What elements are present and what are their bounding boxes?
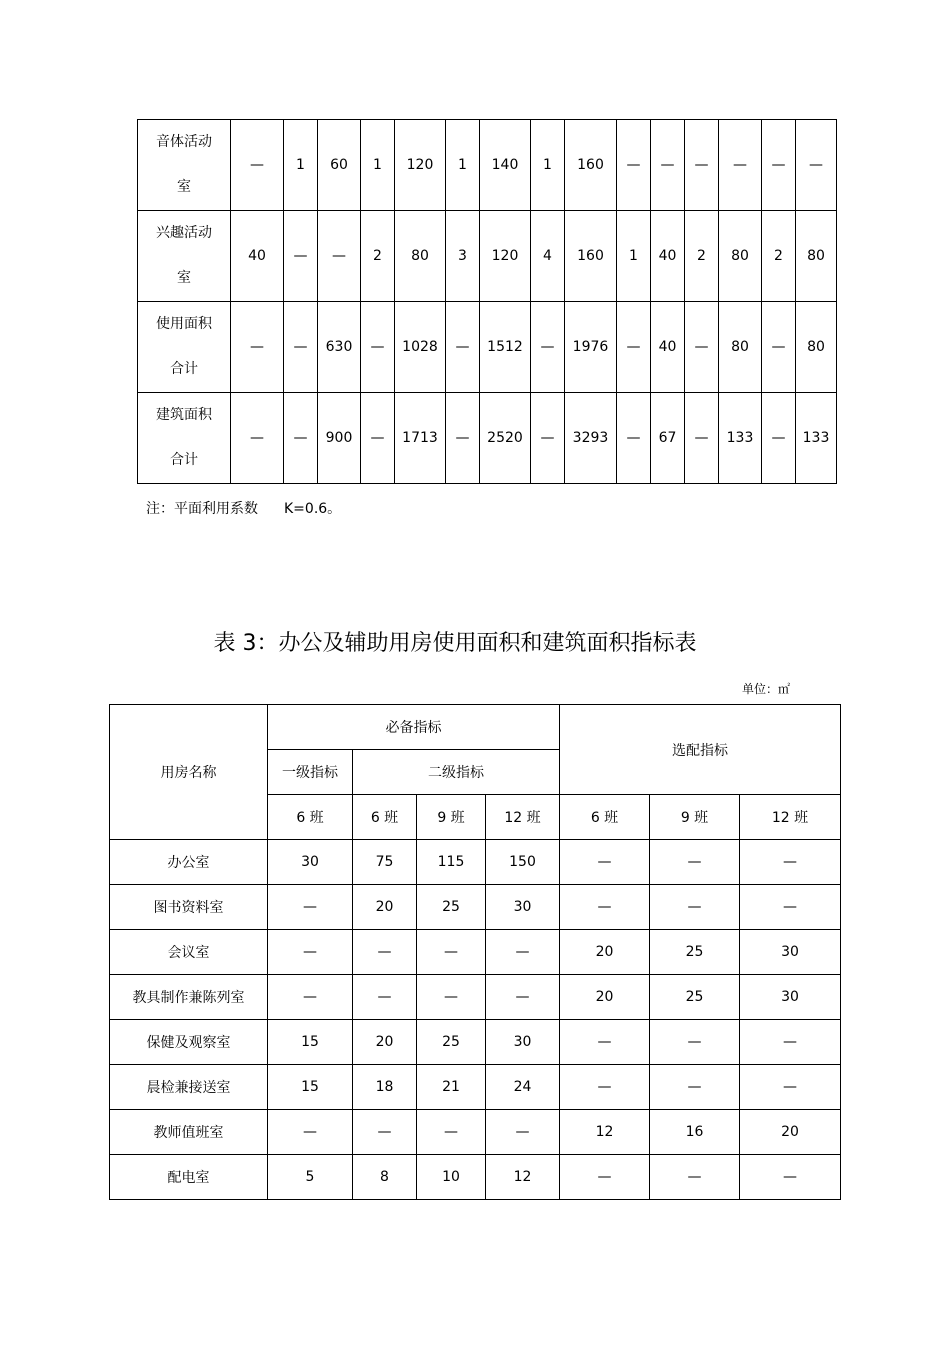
table-cell: 80 [719,211,762,302]
header-required: 必备指标 [268,705,560,750]
table-cell: — [740,840,841,885]
table-cell: — [650,1065,740,1110]
table-cell: 20 [353,1020,417,1065]
row-label: 教具制作兼陈列室 [110,975,268,1020]
table-row [110,1110,841,1155]
row-label-line: 室 [177,179,191,195]
table-cell: — [531,302,565,393]
table-cell: — [650,840,740,885]
table-cell: — [650,1155,740,1200]
table-cell: 40 [231,211,284,302]
table-cell: — [560,840,650,885]
table-cell: 115 [417,840,486,885]
table-cell: — [417,930,486,975]
table-cell: 25 [650,930,740,975]
table-cell: — [740,885,841,930]
table-cell: 630 [318,302,361,393]
table-cell: 12 [486,1155,560,1200]
table-cell: 1 [284,120,318,211]
table-cell: 80 [796,302,837,393]
table-row [138,120,837,211]
table-cell: 3 [446,211,480,302]
table-cell: — [446,393,480,484]
table-cell: 30 [486,885,560,930]
table-cell: 900 [318,393,361,484]
table-cell: 1 [617,211,651,302]
table-cell: — [651,120,685,211]
table-cell: 15 [268,1065,353,1110]
table-note [146,498,341,518]
table-cell: 1 [531,120,565,211]
table-cell: 20 [740,1110,841,1155]
table-cell: 20 [560,975,650,1020]
table-cell: 3293 [565,393,617,484]
table-cell: 25 [650,975,740,1020]
row-label-line: 音体活动 [156,134,212,150]
table-cell: — [268,1110,353,1155]
table-cell: 25 [417,1020,486,1065]
table-row [138,211,837,302]
table-cell: 80 [395,211,446,302]
table-cell: — [268,975,353,1020]
area-table-continued [137,119,837,484]
table-cell: 40 [651,211,685,302]
table-cell: — [531,393,565,484]
table-cell: 160 [565,120,617,211]
note-value: K=0.6。 [284,501,342,517]
table-cell: 21 [417,1065,486,1110]
table-row [110,1065,841,1110]
table-row [110,975,841,1020]
table-cell: 15 [268,1020,353,1065]
table-cell: 120 [395,120,446,211]
table-cell: — [617,120,651,211]
table-cell: 80 [719,302,762,393]
row-label-line: 合计 [170,452,198,468]
table-cell: — [762,393,796,484]
table-cell: 120 [480,211,531,302]
header-class: 6 班 [268,795,353,840]
table-cell: — [231,120,284,211]
table-cell: 67 [651,393,685,484]
header-row-1 [110,705,841,750]
table-cell: 30 [740,975,841,1020]
table-cell: 18 [353,1065,417,1110]
table-cell: — [560,1020,650,1065]
table-cell: 1 [361,120,395,211]
table-cell: — [560,1065,650,1110]
table-cell: — [796,120,837,211]
table-cell: — [486,975,560,1020]
note-prefix: 注：平面利用系数 [146,501,258,517]
table-cell: 30 [486,1020,560,1065]
table-cell: — [486,1110,560,1155]
table-cell: 2520 [480,393,531,484]
table-cell: — [486,930,560,975]
table-cell: 60 [318,120,361,211]
table-cell: — [361,302,395,393]
table-cell: — [353,975,417,1020]
table-cell: 25 [417,885,486,930]
table-row [110,840,841,885]
table-cell: 2 [685,211,719,302]
table-cell: — [417,975,486,1020]
table-cell: — [268,930,353,975]
table-cell: 12 [560,1110,650,1155]
header-level1: 一级指标 [268,750,353,795]
table-row [138,302,837,393]
table-cell: — [446,302,480,393]
table-cell: — [740,1065,841,1110]
header-room-name: 用房名称 [110,705,268,840]
table-cell: — [353,1110,417,1155]
unit-text: 单位：㎡ [742,682,791,696]
table-cell: — [719,120,762,211]
table-cell: — [417,1110,486,1155]
table-cell: 2 [762,211,796,302]
header-optional: 选配指标 [560,705,841,795]
table-cell: — [284,393,318,484]
table-row [110,930,841,975]
row-label [138,211,231,302]
table-cell: 133 [796,393,837,484]
row-label-line: 建筑面积 [156,407,212,423]
row-label: 会议室 [110,930,268,975]
table-cell: — [284,211,318,302]
table-cell: 30 [740,930,841,975]
table-cell: — [318,211,361,302]
row-label: 配电室 [110,1155,268,1200]
header-level2: 二级指标 [353,750,560,795]
table-cell: — [650,885,740,930]
table-cell: 40 [651,302,685,393]
table-cell: — [560,1155,650,1200]
table-cell: 5 [268,1155,353,1200]
table-cell: 16 [650,1110,740,1155]
table-cell: — [353,930,417,975]
table-row [138,393,837,484]
table-cell: — [762,302,796,393]
row-label [138,302,231,393]
table-cell: 24 [486,1065,560,1110]
unit-label [742,680,790,697]
table-cell: 1976 [565,302,617,393]
row-label-line: 室 [177,270,191,286]
row-label [138,393,231,484]
table-cell: 75 [353,840,417,885]
row-label-line: 使用面积 [156,316,212,332]
table-row [110,1155,841,1200]
table-cell: 160 [565,211,617,302]
table-cell: 133 [719,393,762,484]
header-class: 12 班 [740,795,841,840]
header-class: 6 班 [560,795,650,840]
table-cell: — [617,302,651,393]
table-cell: — [762,120,796,211]
row-label-line: 合计 [170,361,198,377]
row-label: 晨检兼接送室 [110,1065,268,1110]
table-cell: 20 [560,930,650,975]
table-cell: 1713 [395,393,446,484]
table-cell: — [284,302,318,393]
row-label: 图书资料室 [110,885,268,930]
table-cell: — [685,302,719,393]
table-cell: — [617,393,651,484]
row-label-line: 兴趣活动 [156,225,212,241]
table-cell: — [650,1020,740,1065]
office-area-table [109,704,841,1200]
table-cell: 150 [486,840,560,885]
table-cell: — [560,885,650,930]
table-cell: 1028 [395,302,446,393]
table-cell: — [268,885,353,930]
table-cell: 4 [531,211,565,302]
table-cell: 1512 [480,302,531,393]
table-title: 表 3：办公及辅助用房使用面积和建筑面积指标表 [213,631,697,656]
table-cell: 20 [353,885,417,930]
row-label [138,120,231,211]
table-cell: 2 [361,211,395,302]
table-cell: — [740,1020,841,1065]
table-cell: — [361,393,395,484]
table-cell: — [685,393,719,484]
table-cell: 30 [268,840,353,885]
table-cell: 10 [417,1155,486,1200]
table-row [110,885,841,930]
table-cell: — [685,120,719,211]
header-class: 6 班 [353,795,417,840]
row-label: 教师值班室 [110,1110,268,1155]
table-cell: 80 [796,211,837,302]
header-class: 9 班 [417,795,486,840]
table-row [110,1020,841,1065]
table-cell: 140 [480,120,531,211]
table-cell: — [740,1155,841,1200]
table-cell: 1 [446,120,480,211]
table-cell: — [231,393,284,484]
table-cell: 8 [353,1155,417,1200]
header-class: 12 班 [486,795,560,840]
row-label: 办公室 [110,840,268,885]
header-class: 9 班 [650,795,740,840]
row-label: 保健及观察室 [110,1020,268,1065]
table-cell: — [231,302,284,393]
